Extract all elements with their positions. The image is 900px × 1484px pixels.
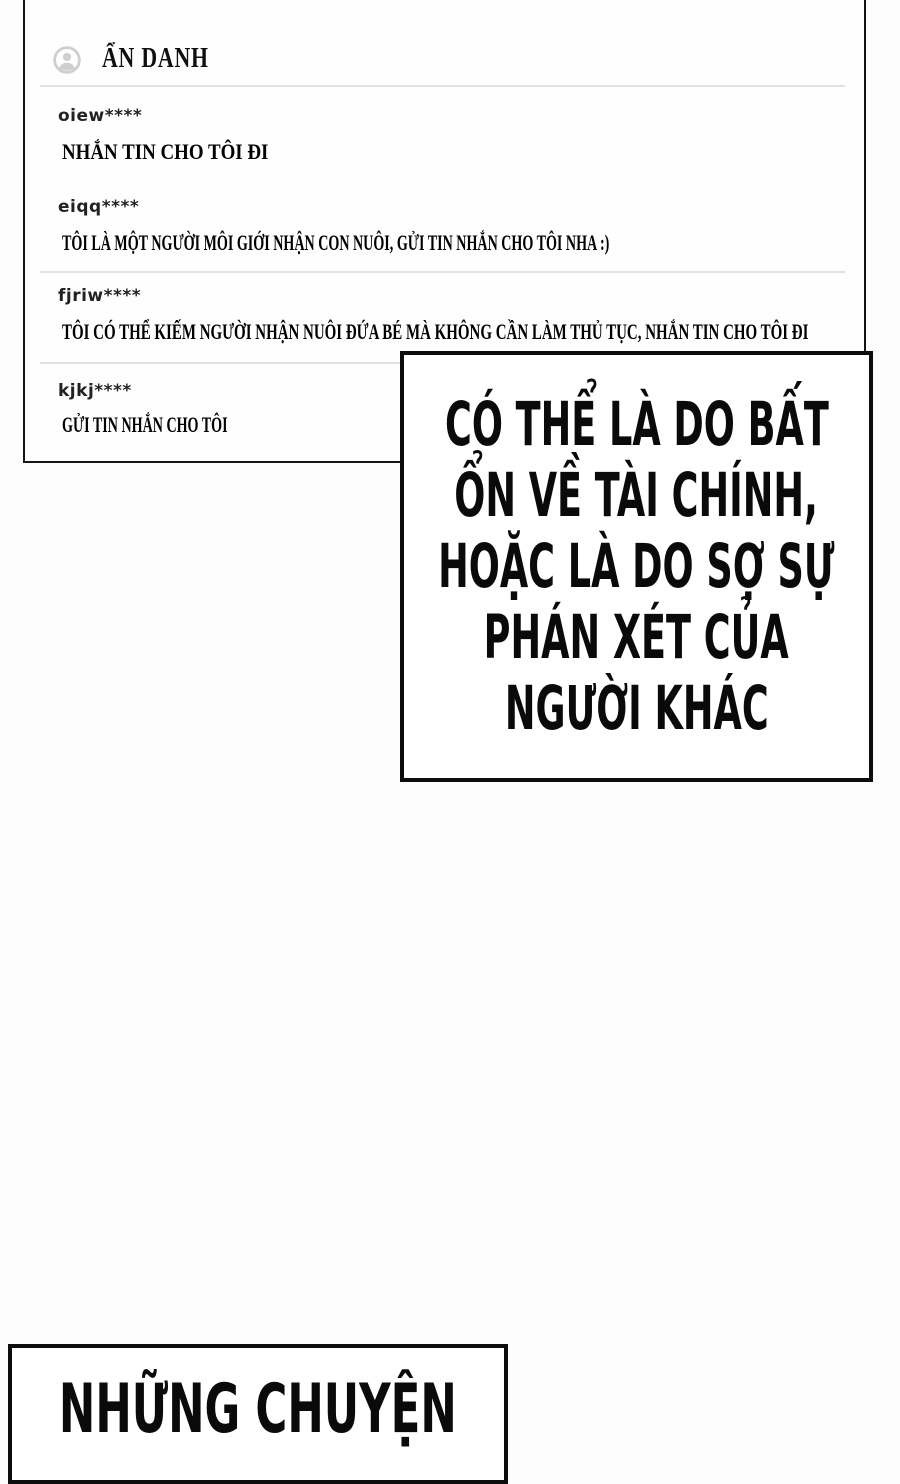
caption-box (8, 1344, 508, 1484)
speech-bubble-line: HOẶC LÀ DO SỢ SỰ (438, 531, 835, 602)
divider (40, 271, 845, 273)
comment-text: NHẮN TIN CHO TÔI ĐI (62, 139, 269, 164)
speech-bubble-line: NGƯỜI KHÁC (504, 673, 769, 744)
comment-text: TÔI LÀ MỘT NGƯỜI MÔI GIỚI NHẬN CON NUÔI, GỬI TIN NHẮN CHO TÔI NHA :) (62, 230, 610, 255)
speech-bubble-line: ỔN VỀ TÀI CHÍNH, (454, 460, 819, 531)
comment-username: oiew**** (58, 106, 143, 126)
speech-bubble-line: CÓ THỂ LÀ DO BẤT (444, 389, 829, 460)
comment-username: fjriw**** (58, 286, 142, 306)
caption-text: NHỮNG CHUYỆN (59, 1370, 457, 1449)
comment-text: GỬI TIN NHẮN CHO TÔI (62, 412, 228, 437)
speech-bubble-line: PHÁN XÉT CỦA (484, 602, 790, 673)
anonymous-header-label: ẨN DANH (102, 43, 209, 74)
speech-bubble (400, 351, 873, 782)
comment-text: TÔI CÓ THỂ KIẾM NGƯỜI NHẬN NUÔI ĐỨA BÉ MÀ KHÔNG CẦN LÀM THỦ TỤC, NHẮN TIN CHO TÔI ĐI (62, 319, 809, 344)
person-avatar-icon (53, 46, 81, 74)
comment-username: eiqq**** (58, 197, 140, 217)
divider (40, 85, 845, 87)
comment-username: kjkj**** (58, 381, 132, 401)
